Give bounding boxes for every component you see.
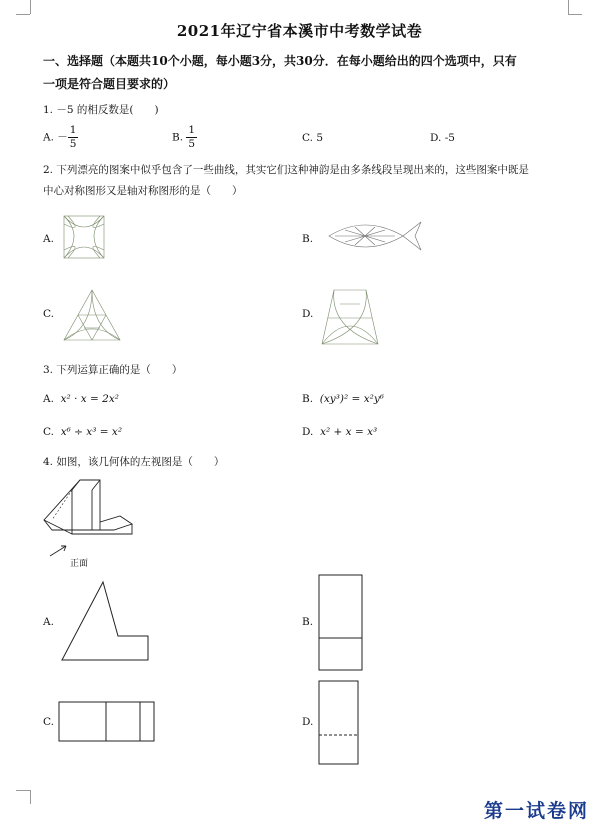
q1-a-numerator: 1 bbox=[69, 124, 77, 136]
corner-mark-top-left-h bbox=[16, 14, 30, 15]
q1-b-fraction bbox=[186, 124, 197, 151]
corner-mark-bottom-left bbox=[30, 790, 45, 804]
q3-option-b[interactable] bbox=[302, 393, 384, 405]
watermark-logo: 第一试卷网 bbox=[483, 800, 589, 822]
q3-b-expression: (xy³)² = x²y⁶ bbox=[319, 393, 384, 405]
q3-option-d[interactable] bbox=[302, 426, 377, 438]
q2-stem-line1: 2. 下列漂亮的图案中似乎包含了一些曲线，其实它们这种神韵是由多条线段呈现出来的，这些图案中既是 bbox=[43, 164, 529, 176]
q1-a-denominator: 5 bbox=[69, 138, 77, 150]
q4-front-label: 正面 bbox=[70, 559, 89, 569]
q3-a-label: A. bbox=[43, 393, 54, 405]
q1-b-denominator: 5 bbox=[188, 138, 196, 150]
exam-title: 2021年辽宁省本溪市中考数学试卷 bbox=[176, 22, 423, 40]
q4-option-c-label[interactable]: C. bbox=[43, 716, 54, 728]
q4-figure-b bbox=[318, 574, 364, 672]
corner-mark-top-right bbox=[568, 0, 583, 14]
q4-option-b-label[interactable]: B. bbox=[302, 616, 314, 628]
q3-stem: 3. 下列运算正确的是（ ） bbox=[43, 364, 183, 376]
q3-option-c[interactable] bbox=[43, 426, 122, 438]
q2-stem-line2: 中心对称图形又是轴对称图形的是（ ） bbox=[43, 185, 243, 197]
q1-stem: 1. －5 的相反数是( ) bbox=[43, 104, 159, 116]
q2-figure-b-fish bbox=[325, 218, 425, 254]
q3-d-label: D. bbox=[302, 426, 314, 438]
q2-figure-d-trapezoid bbox=[320, 288, 380, 346]
q2-figure-c-triangle bbox=[62, 288, 122, 344]
q4-figure-a bbox=[58, 580, 152, 664]
q1-a-label: A. bbox=[43, 131, 54, 144]
q3-d-expression: x² + x = x³ bbox=[320, 426, 378, 438]
q3-a-expression: x² · x = 2x² bbox=[60, 393, 119, 405]
q4-option-a-label[interactable]: A. bbox=[43, 616, 54, 628]
section-heading-line2: 一项是符合题目要求的） bbox=[43, 77, 176, 91]
q1-option-b[interactable] bbox=[172, 124, 197, 151]
q3-option-a[interactable] bbox=[43, 393, 119, 405]
q4-figure-d bbox=[318, 680, 360, 766]
corner-mark-bottom-left-h bbox=[16, 790, 30, 791]
q3-c-label: C. bbox=[43, 426, 54, 438]
q1-option-d[interactable]: D. -5 bbox=[430, 132, 455, 144]
q4-option-d-label[interactable]: D. bbox=[302, 716, 314, 728]
q1-option-c[interactable]: C. 5 bbox=[302, 132, 324, 144]
q2-option-d-label[interactable]: D. bbox=[302, 308, 314, 320]
corner-mark-top-left bbox=[30, 0, 45, 14]
q1-option-a[interactable] bbox=[43, 124, 78, 151]
q2-option-a-label[interactable]: A. bbox=[43, 233, 54, 245]
q1-a-fraction bbox=[68, 124, 79, 151]
q4-figure-c bbox=[58, 701, 156, 743]
q4-solid-figure bbox=[42, 476, 142, 556]
q3-b-label: B. bbox=[302, 393, 314, 405]
q4-stem: 4. 如图，该几何体的左视图是（ ） bbox=[43, 456, 225, 468]
q2-option-c-label[interactable]: C. bbox=[43, 308, 54, 320]
q1-b-label: B. bbox=[172, 131, 184, 144]
q1-b-numerator: 1 bbox=[188, 124, 196, 136]
corner-mark-top-right-h bbox=[568, 14, 582, 15]
q2-option-b-label[interactable]: B. bbox=[302, 233, 314, 245]
q2-figure-a-square-curves bbox=[62, 214, 106, 260]
q3-c-expression: x⁶ ÷ x³ = x² bbox=[60, 426, 123, 438]
q1-a-sign: － bbox=[57, 131, 68, 144]
section-heading-line1: 一、选择题（本题共10个小题，每小题3分，共30分．在每小题给出的四个选项中，只有 bbox=[43, 54, 517, 68]
